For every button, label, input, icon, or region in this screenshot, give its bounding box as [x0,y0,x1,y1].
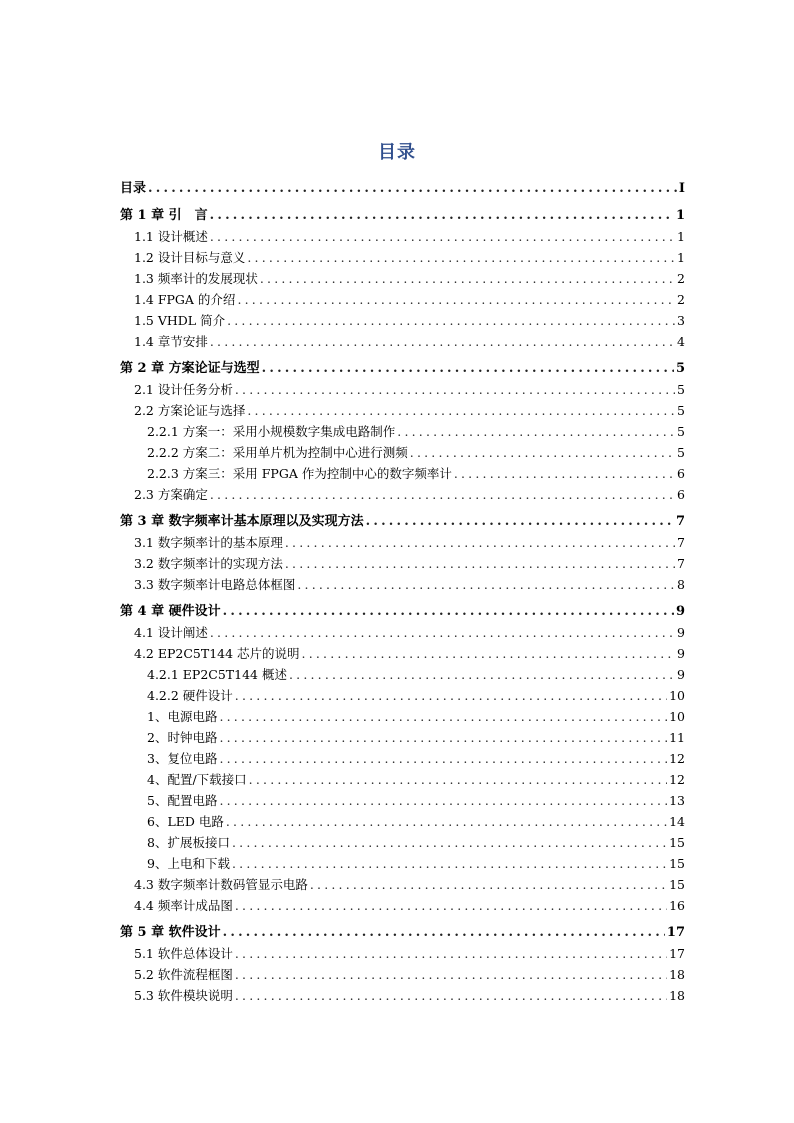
toc-dot-leader [226,811,667,832]
toc-dot-leader [289,664,675,685]
toc-entry-label: 2.1 设计任务分析 [134,382,233,397]
toc-entry[interactable] [120,268,685,289]
toc-dot-leader [235,943,667,964]
toc-chapter-entry[interactable] [120,358,685,379]
toc-entry[interactable] [120,226,685,247]
toc-page-number: 2 [677,292,685,307]
toc-entry-label: 4.1 设计阐述 [134,625,208,640]
toc-entry-label: 1.4 章节安排 [134,334,208,349]
toc-entry-label: 第 4 章 硬件设计 [120,604,221,619]
toc-dot-leader [310,874,667,895]
toc-page-number: 9 [675,604,685,619]
toc-dot-leader [232,832,667,853]
toc-page-number: 14 [669,814,685,829]
toc-entry[interactable] [120,853,685,874]
toc-dot-leader [235,964,667,985]
toc-entry[interactable] [120,379,685,400]
toc-page-number: 6 [677,466,685,481]
toc-entry[interactable] [120,574,685,595]
toc-dot-leader [302,643,676,664]
toc-chapter-entry[interactable] [120,601,685,622]
toc-entry-label: 第 3 章 数字频率计基本原理以及实现方法 [120,514,364,529]
toc-entry-label: 4.4 频率计成品图 [134,898,233,913]
toc-dot-leader [366,511,674,532]
toc-dot-leader [219,748,667,769]
toc-dot-leader [237,289,675,310]
toc-entry[interactable] [120,484,685,505]
toc-page-number: 8 [677,577,685,592]
toc-dot-leader [235,685,667,706]
toc-entry[interactable] [120,289,685,310]
toc-page-number: 15 [669,877,685,892]
toc-entry[interactable] [120,706,685,727]
toc-page-number: 1 [675,208,685,223]
toc-page-number: 2 [677,271,685,286]
toc-page-number: 12 [669,751,685,766]
toc-entry-label: 4.3 数字频率计数码管显示电路 [134,877,308,892]
toc-entry[interactable] [120,790,685,811]
toc-dot-leader [210,226,675,247]
toc-entry[interactable] [120,553,685,574]
toc-dot-leader [235,895,667,916]
toc-page-number: 9 [677,667,685,682]
toc-page-number: 15 [669,835,685,850]
toc-entry-label: 第 5 章 软件设计 [120,925,221,940]
toc-entry[interactable] [120,985,685,1006]
toc-entry-label: 2.2.3 方案三：采用 FPGA 作为控制中心的数字频率计 [147,466,452,481]
toc-entry-label: 2.2.2 方案二：采用单片机为控制中心进行测频 [147,445,408,460]
toc-entry-label: 3.1 数字频率计的基本原理 [134,535,283,550]
toc-page-number: 1 [677,229,685,244]
toc-entry-label: 1.4 FPGA 的介绍 [134,292,236,307]
toc-page-number: 7 [675,514,685,529]
toc-page-number: 3 [677,313,685,328]
toc-dot-leader [210,622,675,643]
toc-dot-leader [297,574,675,595]
toc-entry-label: 4、配置/下载接口 [147,772,247,787]
toc-page-number: 1 [677,250,685,265]
toc-dot-leader [454,463,675,484]
toc-entry[interactable] [120,664,685,685]
toc-entry[interactable] [120,964,685,985]
toc-entry-label: 9、上电和下载 [147,856,230,871]
toc-chapter-entry[interactable] [120,178,685,199]
toc-entry[interactable] [120,727,685,748]
toc-entry-label: 3.2 数字频率计的实现方法 [134,556,283,571]
toc-dot-leader [223,601,674,622]
toc-entry[interactable] [120,811,685,832]
toc-entry-label: 5、配置电路 [147,793,218,808]
toc-dot-leader [247,247,675,268]
toc-entry-label: 1.1 设计概述 [134,229,208,244]
toc-page-number: 18 [669,967,685,982]
toc-entry-label: 8、扩展板接口 [147,835,230,850]
toc-entry-label: 4.2.2 硬件设计 [147,688,233,703]
toc-entry-label: 1.5 VHDL 简介 [134,313,226,328]
toc-dot-leader [148,178,677,199]
table-of-contents [120,178,685,1006]
toc-dot-leader [249,769,667,790]
toc-entry[interactable] [120,247,685,268]
toc-page-number: 15 [669,856,685,871]
toc-dot-leader [232,853,667,874]
toc-dot-leader [223,922,665,943]
toc-entry-label: 第 1 章 引 言 [120,208,208,223]
toc-entry-label: 1.3 频率计的发展现状 [134,271,258,286]
toc-entry-label: 第 2 章 方案论证与选型 [120,361,260,376]
toc-dot-leader [397,421,675,442]
toc-entry-label: 6、LED 电路 [147,814,224,829]
toc-entry-label: 2、时钟电路 [147,730,218,745]
toc-entry-label: 2.2.1 方案一：采用小规模数字集成电路制作 [147,424,396,439]
toc-page-number: 10 [669,688,685,703]
toc-entry-label: 2.3 方案确定 [134,487,208,502]
toc-entry[interactable] [120,442,685,463]
toc-page-number: 11 [669,730,685,745]
toc-page-number: 5 [675,361,685,376]
toc-entry-label: 目录 [120,181,147,196]
toc-dot-leader [235,379,675,400]
toc-entry-label: 3.3 数字频率计电路总体框图 [134,577,296,592]
toc-entry-label: 2.2 方案论证与选择 [134,403,246,418]
toc-dot-leader [227,310,675,331]
toc-chapter-entry[interactable] [120,511,685,532]
toc-dot-leader [285,553,675,574]
toc-page-number: 10 [669,709,685,724]
toc-entry[interactable] [120,832,685,853]
toc-page-number: 5 [677,403,685,418]
toc-entry-label: 1、电源电路 [147,709,218,724]
toc-entry[interactable] [120,463,685,484]
toc-dot-leader [235,985,667,1006]
toc-entry[interactable] [120,895,685,916]
toc-page-number: 5 [677,424,685,439]
toc-page-number: 12 [669,772,685,787]
toc-dot-leader [260,268,675,289]
toc-page-number: 4 [677,334,685,349]
toc-dot-leader [247,400,675,421]
toc-entry[interactable] [120,331,685,352]
toc-entry-label: 4.2 EP2C5T144 芯片的说明 [134,646,300,661]
toc-page-number: 9 [677,625,685,640]
toc-entry[interactable] [120,400,685,421]
toc-entry-label: 5.1 软件总体设计 [134,946,233,961]
toc-dot-leader [285,532,675,553]
toc-page-number: 9 [677,646,685,661]
toc-entry[interactable] [120,685,685,706]
toc-page-number: 5 [677,382,685,397]
toc-entry[interactable] [120,874,685,895]
toc-page-number: 18 [669,988,685,1003]
toc-chapter-entry[interactable] [120,205,685,226]
toc-page-number: 7 [677,535,685,550]
toc-entry-label: 3、复位电路 [147,751,218,766]
toc-dot-leader [210,331,675,352]
toc-entry-label: 5.3 软件模块说明 [134,988,233,1003]
toc-page-number: I [678,181,685,196]
toc-title: 目录 [378,142,416,163]
toc-dot-leader [219,790,667,811]
toc-page-number: 16 [669,898,685,913]
toc-entry[interactable] [120,748,685,769]
toc-dot-leader [219,727,667,748]
toc-dot-leader [210,205,674,226]
toc-page-number: 5 [677,445,685,460]
toc-entry-label: 1.2 设计目标与意义 [134,250,246,265]
toc-page-number: 7 [677,556,685,571]
toc-entry[interactable] [120,643,685,664]
toc-entry[interactable] [120,310,685,331]
toc-entry[interactable] [120,769,685,790]
toc-page-number: 17 [666,925,685,940]
toc-entry[interactable] [120,622,685,643]
toc-dot-leader [210,484,675,505]
toc-entry[interactable] [120,532,685,553]
toc-entry-label: 5.2 软件流程框图 [134,967,233,982]
toc-dot-leader [219,706,667,727]
toc-entry-label: 4.2.1 EP2C5T144 概述 [147,667,287,682]
toc-entry[interactable] [120,943,685,964]
toc-chapter-entry[interactable] [120,922,685,943]
toc-page-number: 17 [669,946,685,961]
toc-entry[interactable] [120,421,685,442]
toc-page-number: 6 [677,487,685,502]
toc-dot-leader [262,358,674,379]
toc-dot-leader [410,442,675,463]
toc-page-number: 13 [669,793,685,808]
